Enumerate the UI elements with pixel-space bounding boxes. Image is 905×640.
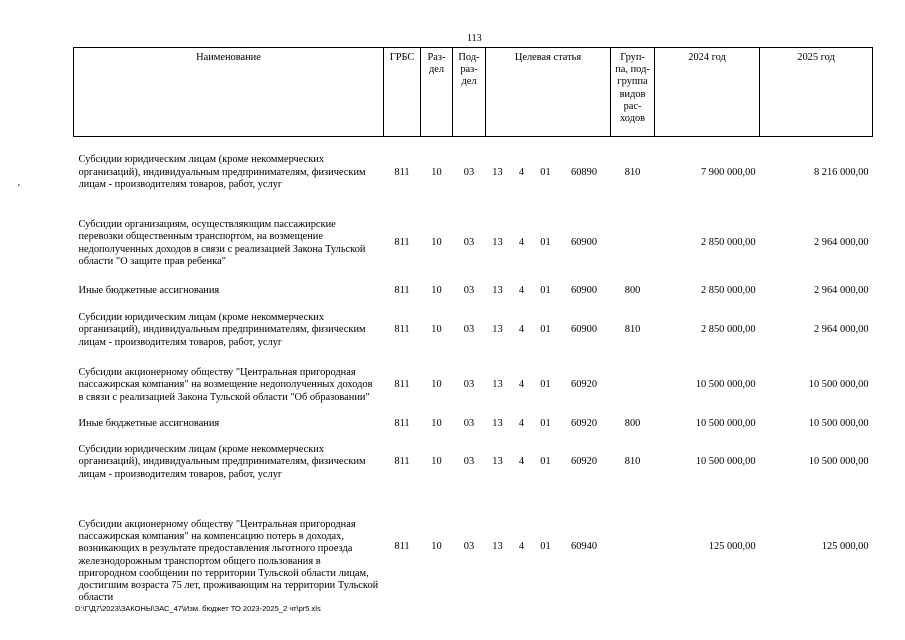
row-razdel: 10	[431, 285, 442, 297]
row-2025: 10 500 000,00	[808, 379, 869, 391]
row-2024: 125 000,00	[708, 541, 756, 553]
file-path-footer: D:\Г\Д7\2023\ЗАКОНЫ\ЗАС_47\Изм. бюджет ТО 2023-2025_2 чт\pr5.xls	[75, 604, 321, 613]
row-expense-type: 800	[624, 285, 641, 297]
row-2025: 2 964 000,00	[813, 237, 869, 249]
row-target-p1: 13	[492, 237, 503, 249]
row-2025: 10 500 000,00	[808, 418, 869, 430]
table-header-row	[74, 48, 873, 137]
row-target-p2: 4	[518, 456, 525, 468]
row-2024: 2 850 000,00	[700, 324, 756, 336]
row-razdel: 10	[431, 324, 442, 336]
margin-mark: '	[18, 183, 20, 194]
row-expense-type	[611, 491, 655, 605]
row-grbs: 811	[394, 285, 410, 297]
header-2024: 2024 год	[655, 48, 760, 137]
table-row	[74, 279, 873, 305]
row-podrazdel: 03	[463, 237, 475, 249]
row-target-p1: 13	[492, 166, 503, 178]
row-grbs: 811	[394, 541, 410, 553]
budget-table	[73, 47, 873, 605]
header-expense-type: Груп- па, под- группа видов рас- ходов	[611, 48, 655, 137]
row-name: Иные бюджетные ассигнования	[78, 418, 220, 430]
row-target-p1: 13	[492, 456, 503, 468]
header-2025: 2025 год	[760, 48, 873, 137]
table-row	[74, 435, 873, 491]
row-target-p1: 13	[492, 541, 503, 553]
row-expense-type: 810	[624, 166, 641, 178]
table-row	[74, 415, 873, 435]
row-razdel: 10	[431, 379, 442, 391]
row-target-p3: 01	[540, 285, 551, 297]
row-podrazdel: 03	[463, 418, 475, 430]
row-target-p3: 01	[540, 237, 551, 249]
row-2024: 2 850 000,00	[700, 237, 756, 249]
row-name: Субсидии организациям, осуществляющим пассажирские перевозки общественным транспортом, на возмещение недополученных доходов в связи с реализацией Закона Тульской области "О защите прав ребенка"	[78, 219, 366, 267]
row-2025: 2 964 000,00	[813, 324, 869, 336]
row-grbs: 811	[394, 324, 410, 336]
row-name: Субсидии юридическим лицам (кроме некоммерческих организаций), индивидуальным предпринимателям, физическим лицам - производителям товаров, работ, услуг	[78, 154, 366, 190]
row-name: Субсидии юридическим лицам (кроме некоммерческих организаций), индивидуальным предпринимателям, физическим лицам - производителям товаров, работ, услуг	[78, 312, 366, 348]
row-name: Субсидии акционерному обществу "Центральная пригородная пассажирская компания" на компенсацию потерь в доходах, возникающих в результате предоставления льготного проезда железнодорожным транспортом общего пользования в пригородном сообщении по территории Тульской области лицам, достигшим возраста 75 лет, проживающим на территории Тульской области	[78, 519, 379, 604]
row-target-p2: 4	[518, 166, 525, 178]
row-razdel: 10	[431, 237, 442, 249]
row-target-p4: 60900	[571, 285, 598, 297]
row-target-p1: 13	[492, 285, 503, 297]
row-razdel: 10	[431, 418, 442, 430]
row-podrazdel: 03	[463, 541, 475, 553]
row-target-p3: 01	[540, 541, 551, 553]
header-grbs: ГРБС	[384, 48, 421, 137]
row-podrazdel: 03	[463, 324, 475, 336]
row-target-p4: 60900	[571, 324, 598, 336]
header-razdel: Раз- дел	[421, 48, 453, 137]
row-target-p2: 4	[518, 418, 525, 430]
table-row	[74, 357, 873, 415]
row-expense-type: 800	[624, 418, 641, 430]
row-name: Субсидии юридическим лицам (кроме некоммерческих организаций), индивидуальным предпринимателям, физическим лицам - производителям товаров, работ, услуг	[78, 444, 366, 480]
row-grbs: 811	[394, 166, 410, 178]
row-name: Иные бюджетные ассигнования	[78, 285, 220, 297]
table-row	[74, 491, 873, 605]
row-target-p1: 13	[492, 379, 503, 391]
table-row	[74, 137, 873, 209]
row-target-p3: 01	[540, 324, 551, 336]
row-2025: 125 000,00	[821, 541, 869, 553]
row-2024: 2 850 000,00	[700, 285, 756, 297]
row-expense-type: 810	[624, 324, 641, 336]
row-2024: 7 900 000,00	[700, 166, 756, 178]
row-target-p3: 01	[540, 166, 551, 178]
row-2024: 10 500 000,00	[695, 456, 756, 468]
row-target-p3: 01	[540, 418, 551, 430]
row-target-p2: 4	[518, 379, 525, 391]
row-2024: 10 500 000,00	[695, 379, 756, 391]
row-2025: 2 964 000,00	[813, 285, 869, 297]
header-name: Наименование	[74, 48, 384, 137]
row-podrazdel: 03	[463, 379, 475, 391]
header-target-article: Целевая статья	[486, 48, 611, 137]
row-target-p1: 13	[492, 418, 503, 430]
row-2024: 10 500 000,00	[695, 418, 756, 430]
row-target-p4: 60900	[571, 237, 598, 249]
row-razdel: 10	[431, 166, 442, 178]
row-2025: 10 500 000,00	[808, 456, 869, 468]
row-expense-type	[611, 209, 655, 279]
row-expense-type	[611, 357, 655, 415]
row-target-p4: 60920	[571, 418, 598, 430]
table-row	[74, 209, 873, 279]
row-2025: 8 216 000,00	[813, 166, 869, 178]
row-target-p1: 13	[492, 324, 503, 336]
row-grbs: 811	[394, 379, 410, 391]
header-podrazdel: Под- раз- дел	[453, 48, 486, 137]
row-podrazdel: 03	[463, 285, 475, 297]
row-target-p4: 60920	[571, 379, 598, 391]
row-target-p3: 01	[540, 456, 551, 468]
row-grbs: 811	[394, 456, 410, 468]
row-target-p2: 4	[518, 541, 525, 553]
row-target-p4: 60940	[571, 541, 598, 553]
row-target-p2: 4	[518, 285, 525, 297]
row-razdel: 10	[431, 541, 442, 553]
row-target-p2: 4	[518, 237, 525, 249]
row-target-p4: 60890	[571, 166, 598, 178]
row-razdel: 10	[431, 456, 442, 468]
row-grbs: 811	[394, 418, 410, 430]
table-row	[74, 305, 873, 357]
row-target-p4: 60920	[571, 456, 598, 468]
row-target-p2: 4	[518, 324, 525, 336]
row-name: Субсидии акционерному обществу "Центральная пригородная пассажирская компания" на возмещение недополученных доходов в связи с реализацией Закона Тульской области "Об образовании"	[78, 367, 373, 403]
row-expense-type: 810	[624, 456, 641, 468]
row-podrazdel: 03	[463, 456, 475, 468]
row-grbs: 811	[394, 237, 410, 249]
row-podrazdel: 03	[463, 166, 475, 178]
row-target-p3: 01	[540, 379, 551, 391]
